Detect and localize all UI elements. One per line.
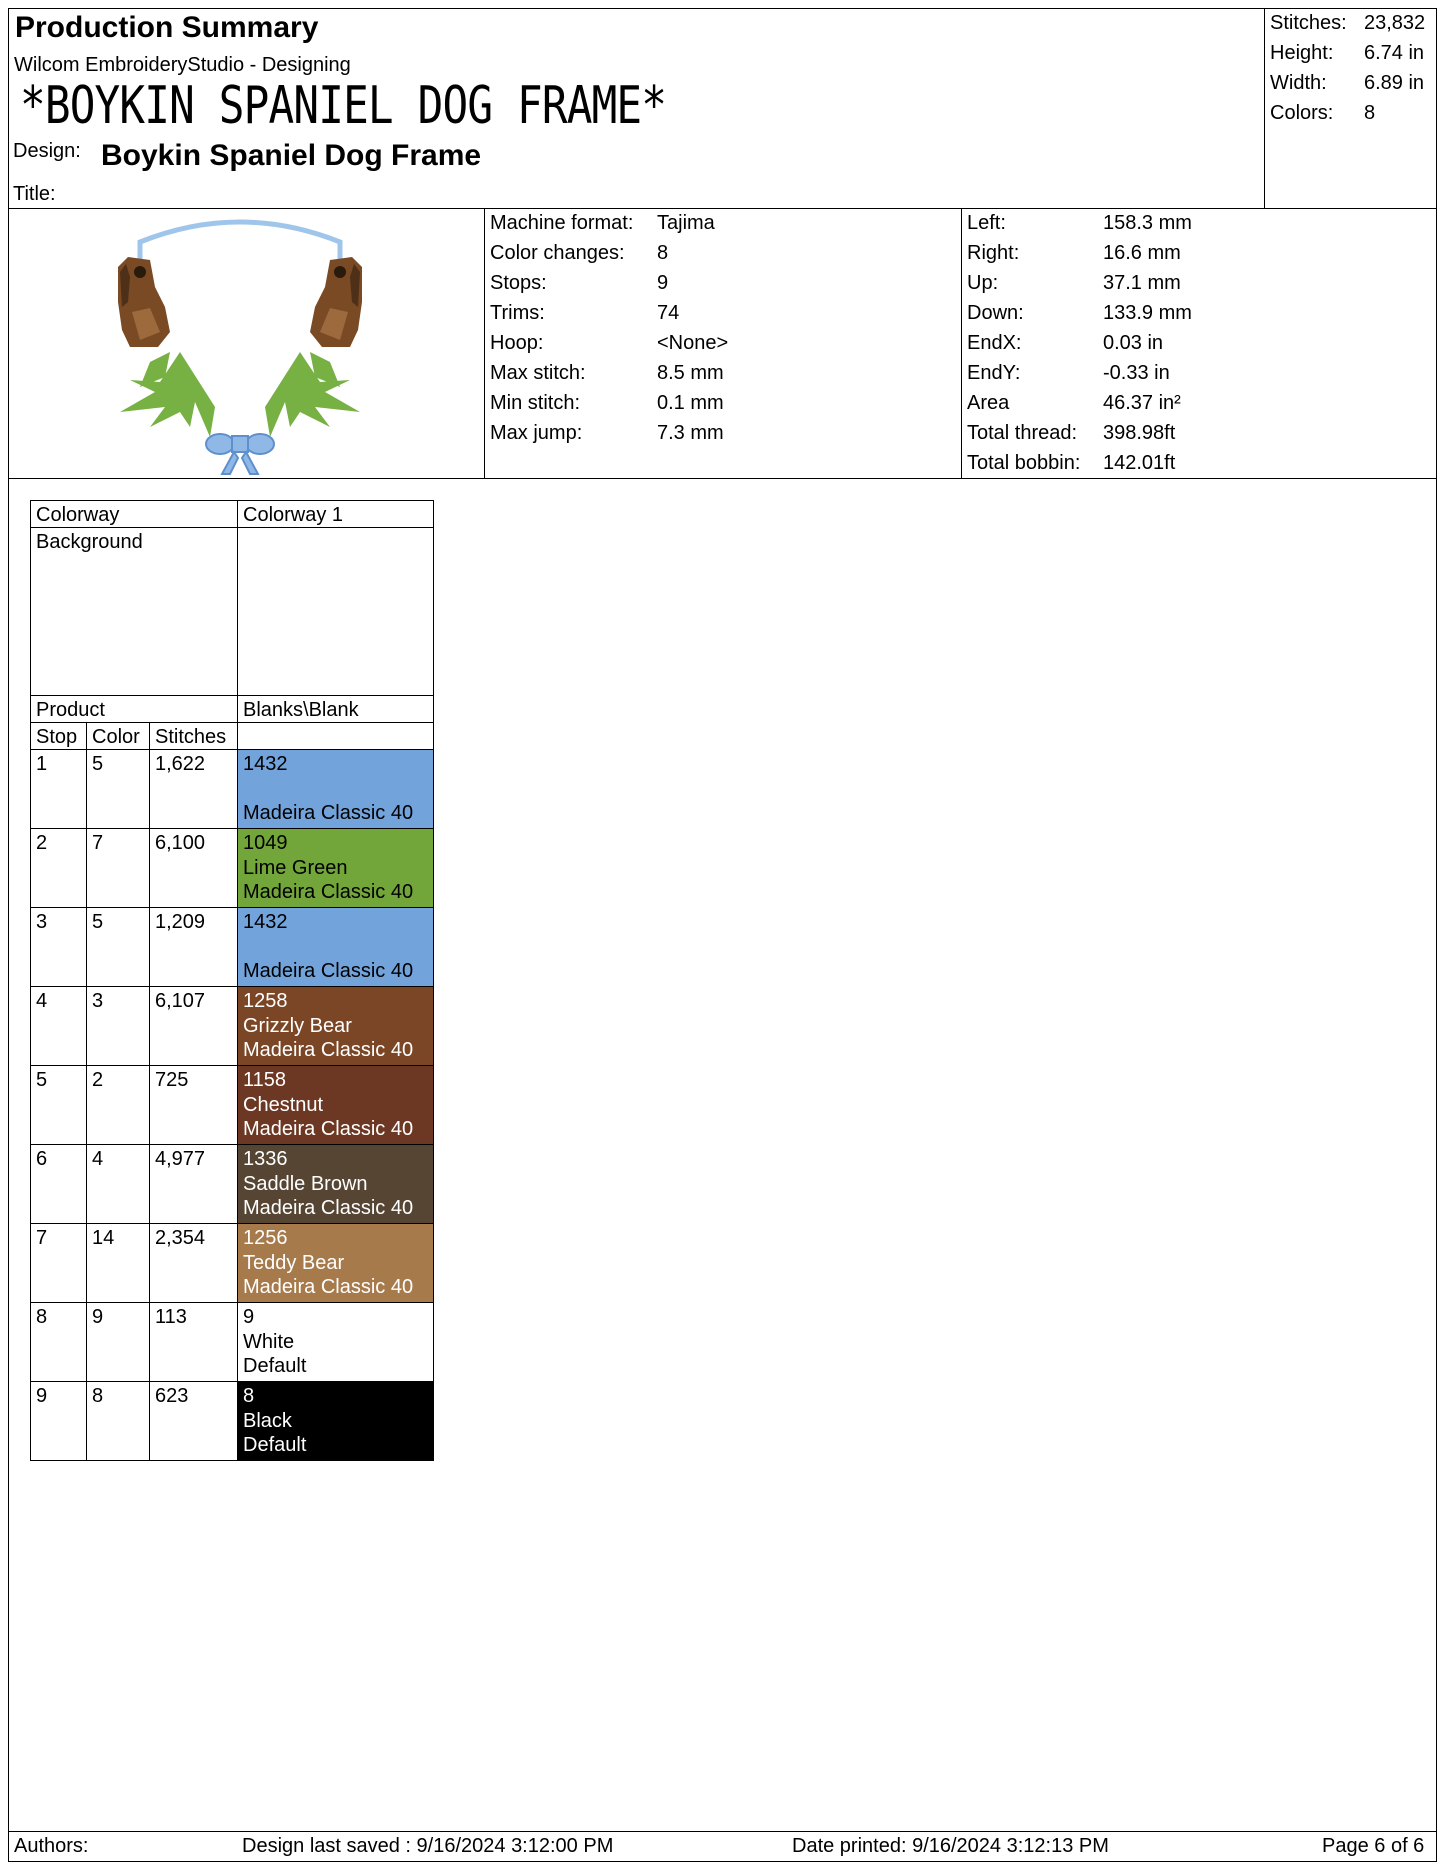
footer-authors: Authors: [14,1835,89,1857]
thread-code: 9 [243,1306,255,1328]
extents-info-row [967,328,1192,358]
column-header-stop: Stop [31,723,87,750]
info-divider [8,478,1437,479]
column-header-color: Color [87,723,150,750]
summary-box-divider [1264,8,1265,209]
thread-brand: Default [243,1434,307,1456]
summary-box [1270,8,1434,128]
color-cell: 9 [87,1303,150,1382]
summary-box-value: 8 [1364,102,1376,124]
thread-brand: Madeira Classic 40 [243,1197,414,1219]
thread-code: 8 [243,1385,255,1407]
thread-brand: Default [243,1355,307,1377]
stitches-cell: 1,622 [150,750,238,829]
machine-info-label: Machine format: [490,212,634,234]
color-cell: 3 [87,987,150,1066]
machine-info-value: 9 [657,272,669,294]
machine-info [490,208,728,448]
thread-swatch-cell [238,1066,434,1145]
stitches-cell: 6,100 [150,829,238,908]
colorway-value: Colorway 1 [238,501,434,528]
stitches-cell: 113 [150,1303,238,1382]
summary-box-row [1270,8,1434,38]
design-preview-image [110,212,370,476]
table-row [31,1145,434,1224]
color-cell: 7 [87,829,150,908]
thread-swatch-cell [238,987,434,1066]
extents-info-label: Down: [967,302,1024,324]
stitches-cell: 4,977 [150,1145,238,1224]
machine-info-row [490,298,728,328]
summary-box-label: Height: [1270,42,1334,64]
colorway-label: Colorway [31,501,238,528]
extents-info-label: Area [967,392,1010,414]
extents-info-label: EndY: [967,362,1021,384]
summary-box-value: 6.89 in [1364,72,1425,94]
thread-swatch-cell [238,908,434,987]
stitches-cell: 725 [150,1066,238,1145]
footer-date-printed: Date printed: 9/16/2024 3:12:13 PM [792,1835,1109,1857]
extents-info-label: Left: [967,212,1006,234]
summary-box-label: Colors: [1270,102,1334,124]
table-row [31,1382,434,1461]
machine-info-value: 0.1 mm [657,392,724,414]
machine-info-label: Hoop: [490,332,544,354]
stitches-cell: 2,354 [150,1224,238,1303]
color-cell: 4 [87,1145,150,1224]
column-header-stitches: Stitches [150,723,238,750]
thread-brand: Madeira Classic 40 [243,802,414,824]
summary-box-value: 6.74 in [1364,42,1425,64]
column-header-thread [238,723,434,750]
table-row [31,750,434,829]
extents-info-row [967,268,1192,298]
footer-divider [8,1831,1437,1832]
design-name: Boykin Spaniel Dog Frame [101,139,482,172]
extents-info-value: 0.03 in [1103,332,1164,354]
extents-info-label: Total thread: [967,422,1078,444]
machine-info-row [490,208,728,238]
extents-info-row [967,358,1192,388]
stop-cell: 7 [31,1224,87,1303]
color-cell: 14 [87,1224,150,1303]
thread-brand: Madeira Classic 40 [243,960,414,982]
thread-code: 1336 [243,1148,288,1170]
page-heading: Production Summary [15,11,319,44]
stitches-cell: 623 [150,1382,238,1461]
table-row [31,987,434,1066]
machine-info-label: Max jump: [490,422,583,444]
machine-info-row [490,238,728,268]
design-title-big: *BOYKIN SPANIEL DOG FRAME* [20,76,667,136]
stop-cell: 9 [31,1382,87,1461]
thread-brand: Madeira Classic 40 [243,1118,414,1140]
thread-swatch-cell [238,1382,434,1461]
color-cell: 5 [87,908,150,987]
design-label: Design: [13,140,81,162]
machine-info-row [490,328,728,358]
thread-code: 1258 [243,990,288,1012]
extents-info-label: EndX: [967,332,1022,354]
table-row [31,908,434,987]
machine-info-value: <None> [657,332,729,354]
machine-info-row [490,268,728,298]
thread-name: Lime Green [243,856,348,879]
table-row [31,1303,434,1382]
product-label: Product [31,696,238,723]
thread-swatch-cell [238,750,434,829]
machine-info-value: 74 [657,302,680,324]
app-name: Wilcom EmbroideryStudio - Designing [14,54,351,76]
thread-brand: Madeira Classic 40 [243,1039,414,1061]
machine-info-row [490,358,728,388]
thread-swatch-cell [238,829,434,908]
stitches-cell: 1,209 [150,908,238,987]
thread-code: 1158 [243,1069,287,1091]
thread-name: White [243,1330,295,1353]
extents-info-row [967,448,1192,478]
color-cell: 2 [87,1066,150,1145]
thread-swatch-cell [238,1224,434,1303]
extents-info-row [967,388,1192,418]
extents-info-value: 16.6 mm [1103,242,1181,264]
color-cell: 5 [87,750,150,829]
extents-info-label: Right: [967,242,1020,264]
footer-last-saved: Design last saved : 9/16/2024 3:12:00 PM [242,1835,614,1857]
title-label: Title: [13,183,56,205]
thread-swatch-cell [238,1303,434,1382]
summary-box-row [1270,98,1434,128]
thread-brand: Madeira Classic 40 [243,1276,414,1298]
table-row [31,1224,434,1303]
machine-info-label: Min stitch: [490,392,581,414]
machine-info-row [490,388,728,418]
machine-extents-divider [961,208,962,479]
machine-info-value: 7.3 mm [657,422,724,444]
thread-swatch-cell [238,1145,434,1224]
footer-page-number: Page 6 of 6 [1322,1835,1425,1857]
machine-info-value: 8 [657,242,669,264]
stop-cell: 4 [31,987,87,1066]
machine-info-value: Tajima [657,212,715,234]
stop-cell: 8 [31,1303,87,1382]
extents-info-row [967,298,1192,328]
background-swatch [238,528,434,696]
extents-info-value: 158.3 mm [1103,212,1192,234]
extents-info-label: Up: [967,272,999,294]
stop-cell: 2 [31,829,87,908]
colorway-table [30,500,434,1461]
thread-name [243,935,429,960]
thread-name: Chestnut [243,1093,324,1116]
extents-info [967,208,1192,478]
summary-box-row [1270,38,1434,68]
extents-info-value: 398.98ft [1103,422,1176,444]
machine-info-label: Trims: [490,302,545,324]
thread-brand: Madeira Classic 40 [243,881,414,903]
thread-name: Grizzly Bear [243,1014,352,1037]
thread-code: 1432 [243,911,288,933]
table-row [31,1066,434,1145]
extents-info-value: -0.33 in [1103,362,1170,384]
thread-code: 1256 [243,1227,288,1249]
color-cell: 8 [87,1382,150,1461]
table-row [31,829,434,908]
summary-box-row [1270,68,1434,98]
thread-code: 1432 [243,753,288,775]
thread-name [243,777,429,802]
stitches-cell: 6,107 [150,987,238,1066]
extents-info-value: 142.01ft [1103,452,1176,474]
stop-cell: 1 [31,750,87,829]
summary-box-label: Stitches: [1270,12,1347,34]
summary-box-value: 23,832 [1364,12,1426,34]
machine-info-label: Max stitch: [490,362,586,384]
stop-cell: 3 [31,908,87,987]
preview-divider [484,208,485,479]
thread-code: 1049 [243,832,288,854]
product-value: Blanks\Blank [238,696,434,723]
thread-name: Black [243,1409,292,1432]
extents-info-value: 46.37 in² [1103,392,1181,414]
background-label: Background [31,528,238,696]
extents-info-label: Total bobbin: [967,452,1081,474]
extents-info-row [967,208,1192,238]
extents-info-value: 133.9 mm [1103,302,1192,324]
extents-info-value: 37.1 mm [1103,272,1181,294]
summary-box-label: Width: [1270,72,1327,94]
machine-info-value: 8.5 mm [657,362,724,384]
machine-info-row [490,418,728,448]
extents-info-row [967,418,1192,448]
thread-name: Teddy Bear [243,1251,345,1274]
extents-info-row [967,238,1192,268]
machine-info-label: Color changes: [490,242,625,264]
stop-cell: 6 [31,1145,87,1224]
machine-info-label: Stops: [490,272,547,294]
thread-name: Saddle Brown [243,1172,368,1195]
stop-cell: 5 [31,1066,87,1145]
